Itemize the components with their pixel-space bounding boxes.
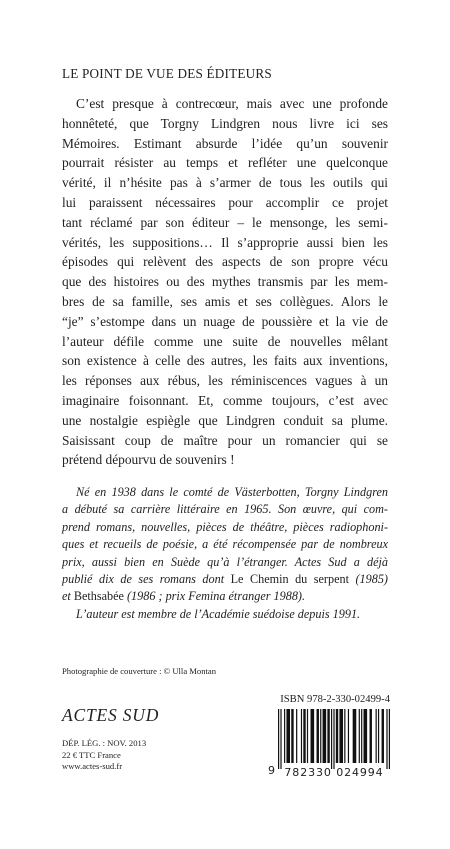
book-title: Le Chemin du serpent — [230, 572, 349, 587]
barcode-bar — [320, 709, 321, 763]
barcode-bar — [370, 709, 372, 763]
blurb-line: l’auteur défile comme une suite de nouvelles mêlant — [62, 333, 388, 349]
barcode-bar — [331, 709, 332, 769]
blurb-line: Saisissant coup de maître pour un romancier qui se — [62, 432, 388, 448]
bio-line — [62, 571, 388, 588]
blurb-line: que des histoires ou des mythes transmis par les mem- — [62, 274, 388, 290]
website: www.actes-sud.fr — [62, 761, 123, 772]
bio-line: Né en 1938 dans le comté de Västerbotten, Torgny Lindgren — [76, 485, 388, 499]
barcode-bar — [361, 709, 362, 763]
barcode-bar — [317, 709, 319, 763]
blurb-line: “je” s’estompe dans un nuage de poussière et la vie de — [62, 313, 388, 329]
section-title: LE POINT DE VUE DES ÉDITEURS — [62, 66, 272, 81]
barcode-bar — [389, 709, 390, 769]
barcode-bar — [339, 709, 343, 763]
bio-line: a débuté sa carrière littéraire en 1965. Son œuvre, qui com- — [62, 502, 388, 517]
barcode-lead-digit: 9 — [268, 764, 275, 777]
barcode-icon — [278, 709, 390, 769]
barcode-bar — [382, 709, 384, 763]
isbn-number: ISBN 978-2-330-02499-4 — [280, 694, 390, 705]
bio-text-fragment: (1985) — [348, 572, 388, 587]
blurb-line: lui paraissent nécessaires pour accomplir ce projet — [62, 194, 388, 210]
barcode-bar — [323, 709, 327, 763]
barcode-bar — [311, 709, 315, 763]
barcode-bar — [364, 709, 368, 763]
blurb-line: imaginaire foisonnant. Et, comme toujours, c’est avec — [62, 392, 388, 408]
price: 22 € TTC France — [62, 749, 121, 760]
blurb-line: tant réclamé par son éditeur – le mensonge, les semi- — [62, 214, 388, 230]
publisher-blurb — [62, 94, 388, 470]
barcode-bar — [336, 709, 338, 763]
legal-info — [62, 738, 146, 773]
bio-line: L’auteur est membre de l’Académie suédoise depuis 1991. — [76, 606, 361, 621]
blurb-line: les réponses aux rébus, les réminiscences vagues à un — [62, 373, 388, 389]
blurb-line: prétend dépourvu de souvenirs ! — [62, 452, 235, 468]
barcode-bar — [348, 709, 349, 763]
blurb-line: Mémoires. Estimant absurde l’idée qu’un souvenir — [62, 135, 388, 151]
bio-line — [62, 588, 388, 605]
barcode-bar — [353, 709, 357, 763]
book-title: Bethsabée — [73, 589, 124, 604]
blurb-line: vérités, les suppositions… Il s’approprie aussi bien les — [62, 234, 388, 250]
bio-line: prix, aussi bien en Suède qu’à l’étranger. Actes Sud a déjà — [62, 554, 388, 569]
barcode-bar — [376, 709, 377, 763]
barcode-bar — [286, 709, 290, 763]
barcode-bar — [386, 709, 387, 769]
bio-line: prend romans, nouvelles, pièces de théâtre, pièces radiophoni- — [62, 519, 388, 534]
isbn-block — [268, 694, 390, 781]
bio-text-fragment: et — [62, 589, 74, 604]
photo-credit: Photographie de couverture : © Ulla Montan — [62, 666, 217, 676]
barcode-bar — [344, 709, 345, 763]
barcode-bar — [296, 709, 297, 763]
bio-text-fragment: publié dix de ses romans dont — [62, 572, 231, 587]
barcode-bar — [301, 709, 302, 763]
legal-deposit: DÉP. LÉG. : NOV. 2013 — [62, 738, 147, 748]
barcode-bar — [327, 709, 329, 763]
blurb-line: C’est presque à contrecœur, mais avec une profonde — [76, 96, 388, 111]
blurb-line: son existence à celle des autres, les faits aux inventions, — [62, 353, 388, 369]
barcode — [268, 709, 390, 781]
bio-line: ques et recueils de poésie, a été récompensée par de nombreux — [62, 537, 388, 552]
barcode-bar — [284, 709, 285, 763]
barcode-bar — [333, 709, 334, 769]
barcode-bar — [378, 709, 379, 763]
author-bio — [62, 484, 388, 623]
barcode-bar — [303, 709, 305, 763]
blurb-line: vérité, il n’hésite pas à s’armer de tous les outils qui — [62, 175, 388, 191]
barcode-bar — [278, 709, 279, 769]
barcode-bar — [280, 709, 281, 769]
blurb-line: bres de sa famille, ses amis et ses collègues. Alors le — [62, 293, 388, 309]
blurb-line: honnêteté, que Torgny Lindgren nous livre ici ses — [62, 115, 388, 131]
publisher-logo: ACTES SUD — [62, 705, 160, 725]
blurb-line: une nostalgie espiègle que Lindgren conduit sa plume. — [62, 412, 388, 428]
barcode-digits: 782330 024994 — [284, 766, 384, 779]
barcode-bar — [359, 709, 360, 763]
bio-text-fragment: (1986 ; prix Femina étranger 1988). — [123, 589, 306, 604]
blurb-line: épisodes qui relèvent des aspects de son propre vécu — [62, 254, 388, 270]
blurb-line: pourrait résister au temps et refléter une quelconque — [62, 155, 388, 171]
barcode-bar — [291, 709, 293, 763]
barcode-bar — [307, 709, 308, 763]
